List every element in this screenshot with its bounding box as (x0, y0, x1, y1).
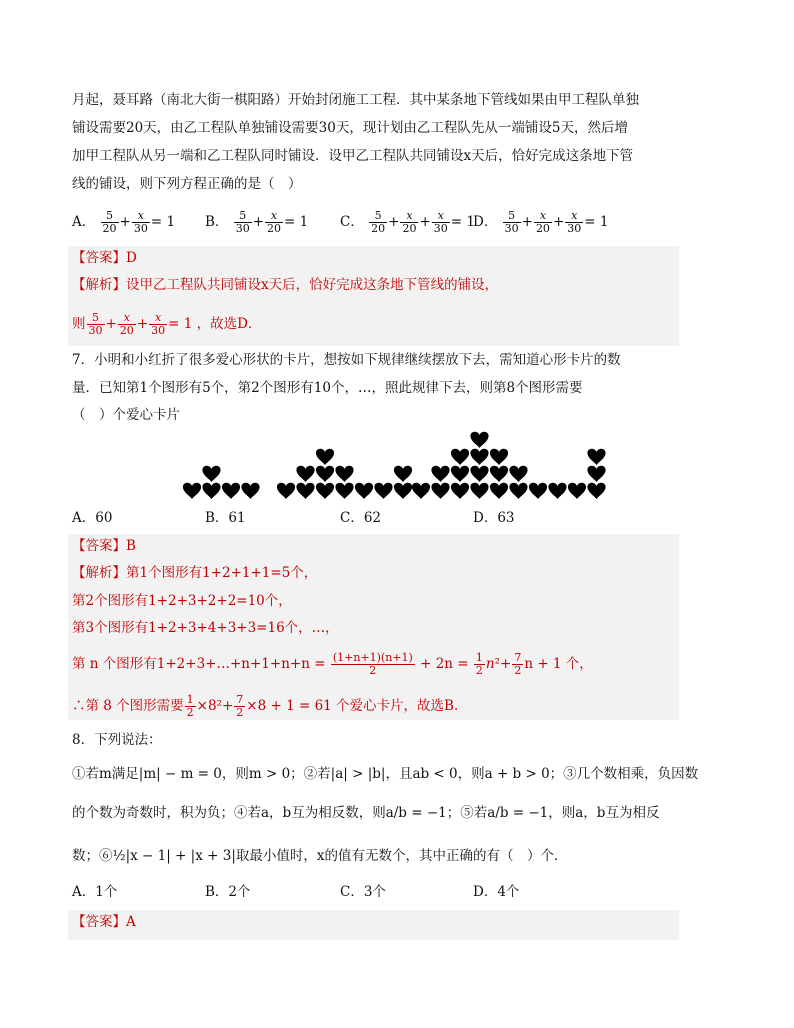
q8-option-a: A．1个 (72, 884, 118, 900)
q7-line-3: （ ）个爱心卡片 (72, 407, 180, 423)
heart-icon (412, 483, 430, 499)
q8-option-c: C．3个 (340, 884, 386, 900)
q8-line-3: 数；⑥½|x − 1| + |x + 3|取最小值时，x的值有无数个，其中正确的有（ ）个． (72, 848, 568, 864)
heart-icon (587, 483, 605, 499)
heart-icon (548, 483, 566, 499)
q8-option-d: D．4个 (473, 884, 520, 900)
q6-analysis-2: 则 $\frac{5}{30}$ + $\frac{x}{20}$ + $\frac{x}{30}$ = 1 ，故选D． (72, 311, 262, 337)
q6-option-c: C． $\frac{5}{20}$ + $\frac{x}{20}$ + $\frac{x}{30}$ = 1 (340, 209, 475, 235)
q8-line-1: ①若m满足|m| − m = 0，则m > 0；②若|a| > |b|，且ab < 0，则a + b > 0；③几个数相乘，负因数 (72, 766, 699, 782)
q6-option-b: B． $\frac{5}{30}$ + $\frac{x}{20}$ = 1 (205, 209, 309, 235)
heart-icon (451, 483, 469, 499)
q8-line-2: 的个数为奇数时，积为负；④若a，b互为相反数，则a/b = −1；⑤若a/b = −1，则a，b互为相反 (72, 805, 660, 821)
heart-icon (316, 449, 334, 465)
q6-line-1: 月起，聂耳路（南北大街一棋阳路）开始封闭施工工程．其中某条地下管线如果由甲工程队单独 (72, 92, 639, 108)
heart-icon (490, 483, 508, 499)
q6-line-2: 铺设需要20天，由乙工程队单独铺设需要30天，现计划由乙工程队先从一端铺设5天，然后增 (72, 120, 628, 136)
heart-icon (470, 466, 488, 482)
heart-icon (394, 466, 412, 482)
heart-icon (202, 466, 220, 482)
heart-icon (277, 483, 295, 499)
heart-icon (335, 466, 353, 482)
q6-answer: 【答案】D (72, 250, 137, 266)
heart-icon (335, 483, 353, 499)
q6-analysis-1: 【解析】设甲乙工程队共同铺设x天后，恰好完成这条地下管线的铺设， (72, 277, 499, 293)
heart-icon (509, 483, 527, 499)
q7-option-d: D．63 (473, 510, 515, 526)
heart-icon (451, 466, 469, 482)
heart-icon (470, 432, 488, 448)
heart-icon (490, 466, 508, 482)
heart-icon (431, 483, 449, 499)
q7-answer: 【答案】B (72, 538, 136, 554)
heart-icon (490, 449, 508, 465)
q7-option-c: C．62 (340, 510, 382, 526)
heart-icon (222, 483, 240, 499)
q6-line-4: 线的铺设，则下列方程正确的是（ ） (72, 176, 302, 192)
q7-analysis-3: 第3个图形有1+2+3+4+3+3=16个，…， (72, 620, 339, 636)
heart-icon (374, 483, 392, 499)
q7-analysis-final: ∴第 8 个图形需要 $\frac{1}{2}$ ×8²+ $\frac{7}{2}$ ×8 + 1 = 61 个爱心卡片，故选B． (72, 693, 468, 719)
q7-analysis-1: 【解析】第1个图形有1+2+1+1=5个， (72, 565, 318, 581)
heart-icon (568, 483, 586, 499)
heart-icon (587, 449, 605, 465)
q7-option-b: B．61 (205, 510, 246, 526)
q7-option-a: A．60 (72, 510, 113, 526)
heart-icon (355, 483, 373, 499)
heart-icon (296, 466, 314, 482)
q8-option-b: B．2个 (205, 884, 251, 900)
heart-icon (316, 466, 334, 482)
heart-icon (529, 483, 547, 499)
hearts-figure (0, 428, 794, 508)
heart-icon (509, 466, 527, 482)
heart-icon (316, 483, 334, 499)
heart-icon (470, 449, 488, 465)
q8-answer-band (68, 910, 679, 940)
q8-answer: 【答案】A (72, 914, 136, 930)
heart-icon (587, 466, 605, 482)
heart-icon (394, 483, 412, 499)
q6-option-a: A． $\frac{5}{20}$ + $\frac{x}{30}$ = 1 (72, 209, 176, 235)
q8-title: 8．下列说法： (72, 732, 162, 748)
q7-analysis-2: 第2个图形有1+2+3+2+2=10个， (72, 593, 292, 609)
heart-icon (431, 466, 449, 482)
heart-icon (202, 483, 220, 499)
heart-icon (470, 483, 488, 499)
q7-line-2: 量．已知第1个图形有5个，第2个图形有10个，…，照此规律下去，则第8个图形需要 (72, 380, 583, 396)
heart-icon (241, 483, 259, 499)
heart-icon (296, 483, 314, 499)
q7-analysis-n: 第 n 个图形有1+2+3+…+n+1+n+n = $\frac{(1+n+1)(n+1)}{2}$ + 2n = $\frac{1}{2}$ n²+ $\frac{7}{2}$ n + 1 个， (72, 651, 593, 677)
heart-icon (451, 449, 469, 465)
heart-icon (183, 483, 201, 499)
q6-line-3: 加甲工程队从另一端和乙工程队同时铺设．设甲乙工程队共同铺设x天后，恰好完成这条地下管 (72, 148, 634, 164)
q6-option-d: D． $\frac{5}{30}$ + $\frac{x}{20}$ + $\frac{x}{30}$ = 1 (473, 209, 609, 235)
q7-line-1: 7．小明和小红折了很多爱心形状的卡片，想按如下规律继续摆放下去，需知道心形卡片的数 (72, 352, 621, 368)
